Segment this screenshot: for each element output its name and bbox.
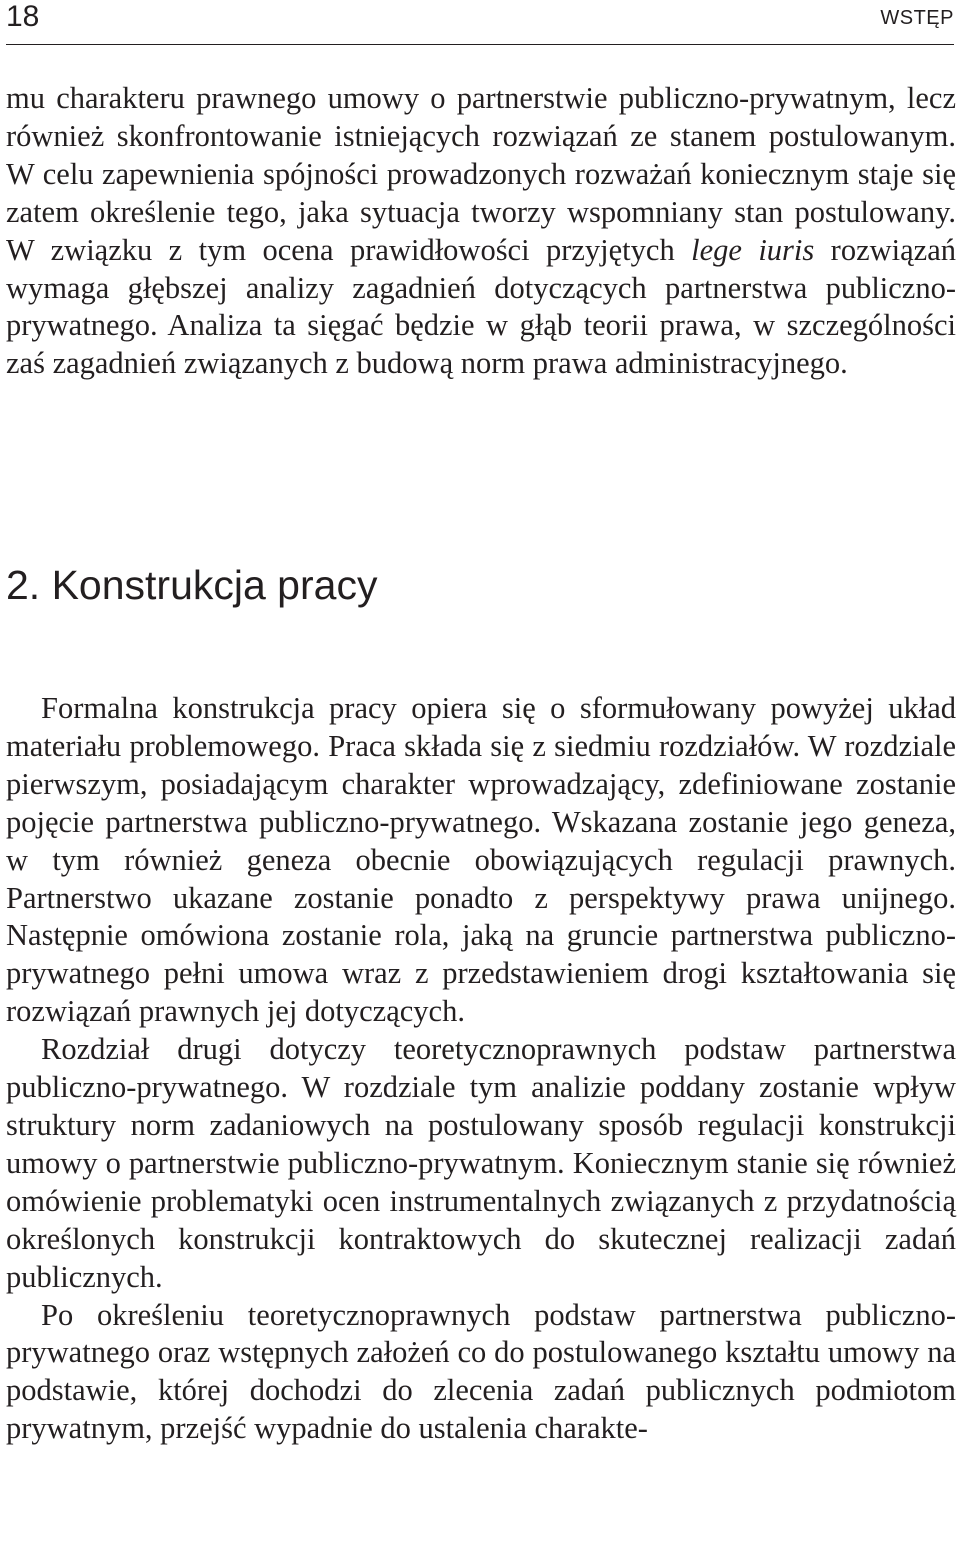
page-number: 18 (6, 0, 40, 33)
body-paragraph-1: Formalna konstrukcja pracy opiera się o sformułowany powyżej układ materiału problemowego. Praca składa się z siedmiu rozdziałów. W rozdziale pierwszym, posiadającym charakter wprowadzający, zdefiniowane zostanie pojęcie partnerstwa publiczno-prywatnego. Wskazana zostanie jego geneza, w tym również geneza obecnie obowiązujących regulacji prawnych. Partnerstwo ukazane zostanie ponadto z perspektywy prawa unijnego. Następnie omówiona zostanie rola, jaką na gruncie partnerstwa publiczno-prywatnego pełni umowa wraz z przedstawieniem drogi kształtowania się rozwiązań prawnych jej dotyczących. (6, 691, 956, 1029)
section-heading: 2. Konstrukcja pracy (6, 562, 378, 608)
body-paragraph-2: Rozdział drugi dotyczy teoretycznoprawnych podstaw partnerstwa publiczno-prywatnego. W rozdziale tym analizie poddany zostanie wpływ struktury norm zadaniowych na postulowany sposób regulacji konstrukcji umowy o partnerstwie publiczno-prywatnym. Koniecznym stanie się również omówienie problematyki ocen instrumentalnych związanych z przydatnością określonych konstrukcji kontraktowych do skutecznej realizacji zadań publicznych. (6, 1032, 956, 1294)
body-paragraph-3: Po określeniu teoretycznoprawnych podstaw partnerstwa publiczno-prywatnego oraz wstępnych założeń co do postulowanego kształtu umowy na podstawie, której dochodzi do zlecenia zadań publicznych podmiotom prywatnym, przejść wypadnie do ustalenia charakte- (6, 1297, 956, 1446)
intro-text-part2: rozwiązań wymaga głębszej analizy zagadnień dotyczących partnerstwa publiczno-prywatnego. Analiza ta sięgać będzie w głąb teorii prawa, w szczególności zaś zagadnień związanych z budową norm prawa administracyjnego. (6, 232, 956, 381)
intro-italic-term: lege iuris (691, 232, 815, 267)
running-head: WSTĘP (880, 7, 954, 29)
intro-paragraph (6, 80, 956, 383)
page-header (6, 0, 954, 45)
section-body (6, 690, 956, 1448)
intro-text-part1: mu charakteru prawnego umowy o partnerstwie publiczno-prywatnym, lecz również skonfrontowanie istniejących rozwiązań ze stanem postulowanym. W celu zapewnienia spójności prowadzonych rozważań koniecznym staje się zatem określenie tego, jaka sytuacja tworzy wspomniany stan postulowany. W związku z tym ocena prawidłowości przyjętych (6, 81, 956, 267)
